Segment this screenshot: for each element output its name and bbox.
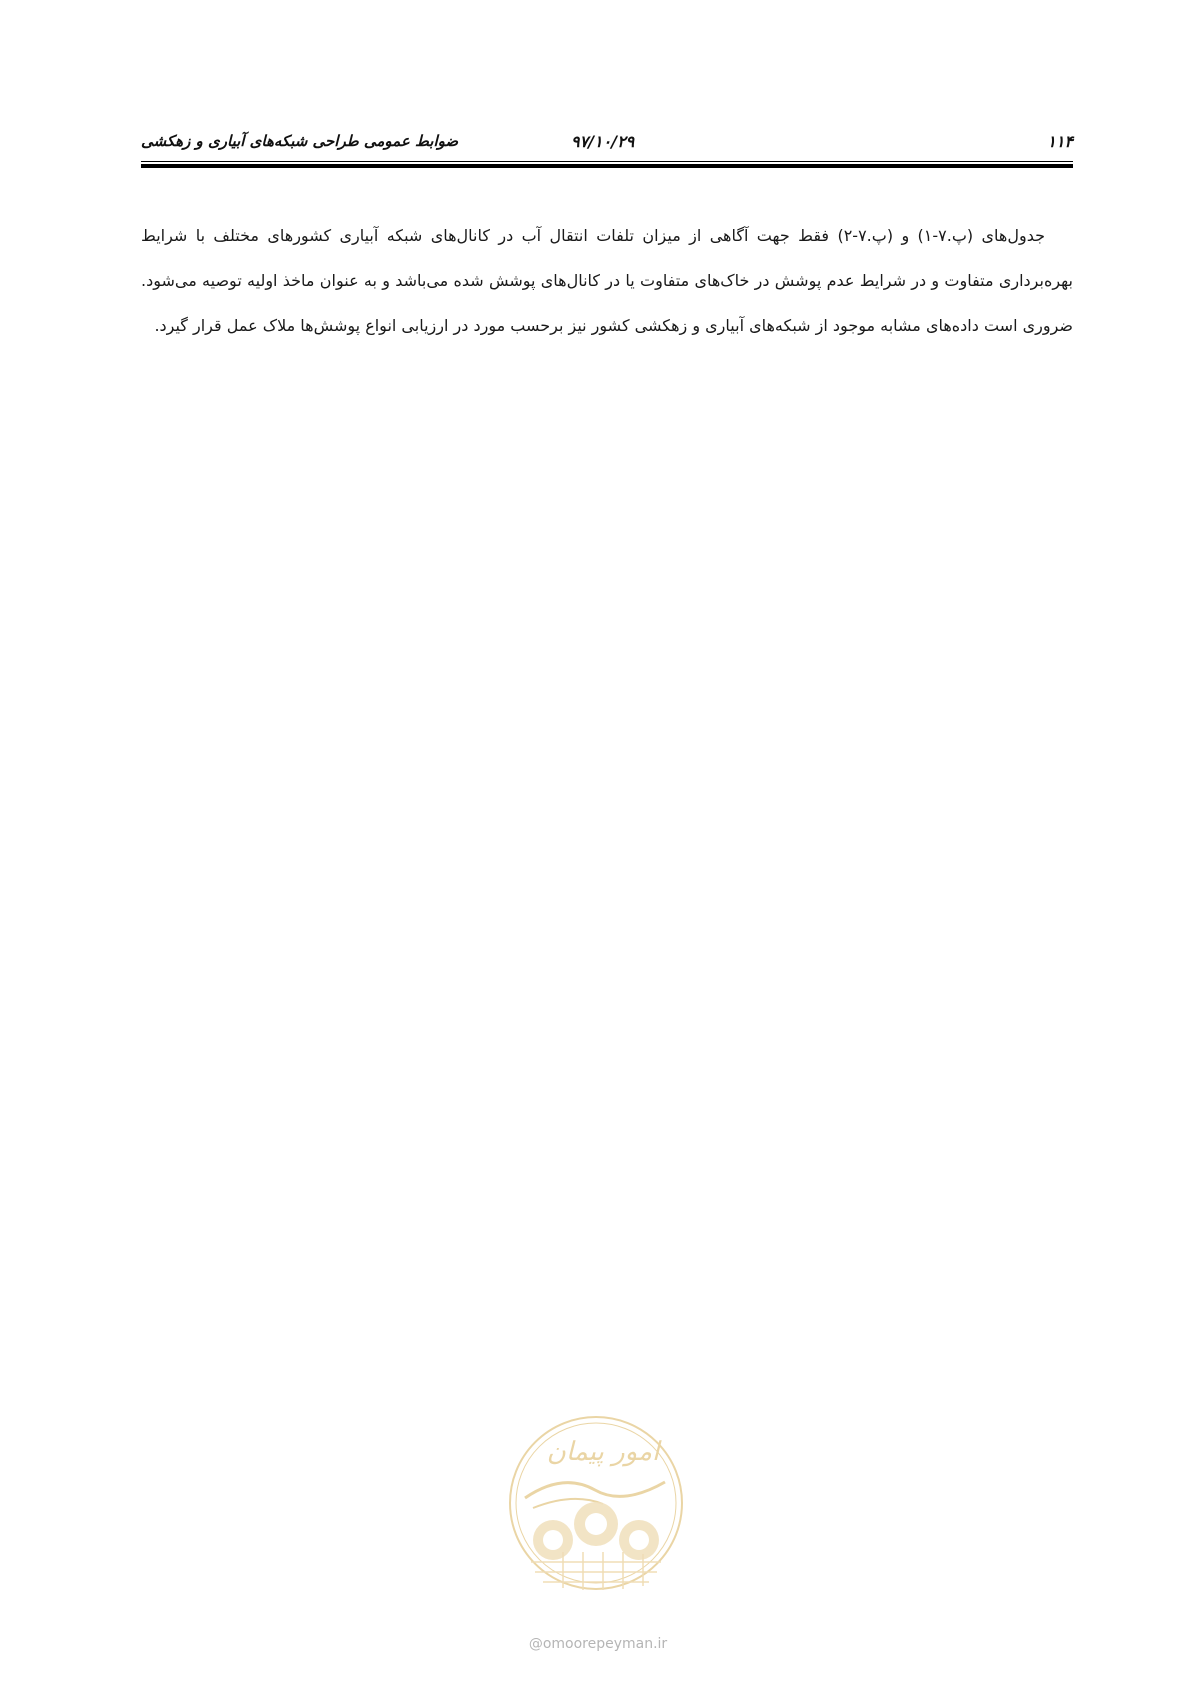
document-date: ۹۷/۱۰/۲۹ (571, 132, 635, 151)
document-title: ضوابط عمومی طراحی شبکه‌های آبیاری و زهکشی (141, 132, 459, 150)
header-divider-thin (141, 161, 1073, 162)
page-number: ۱۱۴ (1047, 132, 1073, 151)
body-paragraph: جدول‌های (پ.۷-۱) و (پ.۷-۲) فقط جهت آگاهی از میزان تلفات انتقال آب در کانال‌های شبکه آبیاری کشورهای مختلف با شرایط بهره‌برداری متفاوت و در شرایط عدم پوشش در خاک‌های متفاوت یا در کانال‌های پوشش شده می‌باشد و به عنوان ماخذ اولیه توصیه می‌شود. ضروری است داده‌های مشابه موجود از شبکه‌های آبیاری و زهکشی کشور نیز برحسب مورد در ارزیابی انواع پوشش‌ها ملاک عمل قرار گیرد. (141, 226, 1073, 335)
body-text (141, 213, 1073, 348)
watermark-logo-text: امور پیمان (546, 1437, 660, 1467)
header-divider-thick (141, 164, 1073, 168)
watermark-logo (503, 1412, 689, 1594)
page-header (141, 128, 1073, 162)
watermark-caption: @omoorepeyman.ir (528, 1636, 668, 1652)
